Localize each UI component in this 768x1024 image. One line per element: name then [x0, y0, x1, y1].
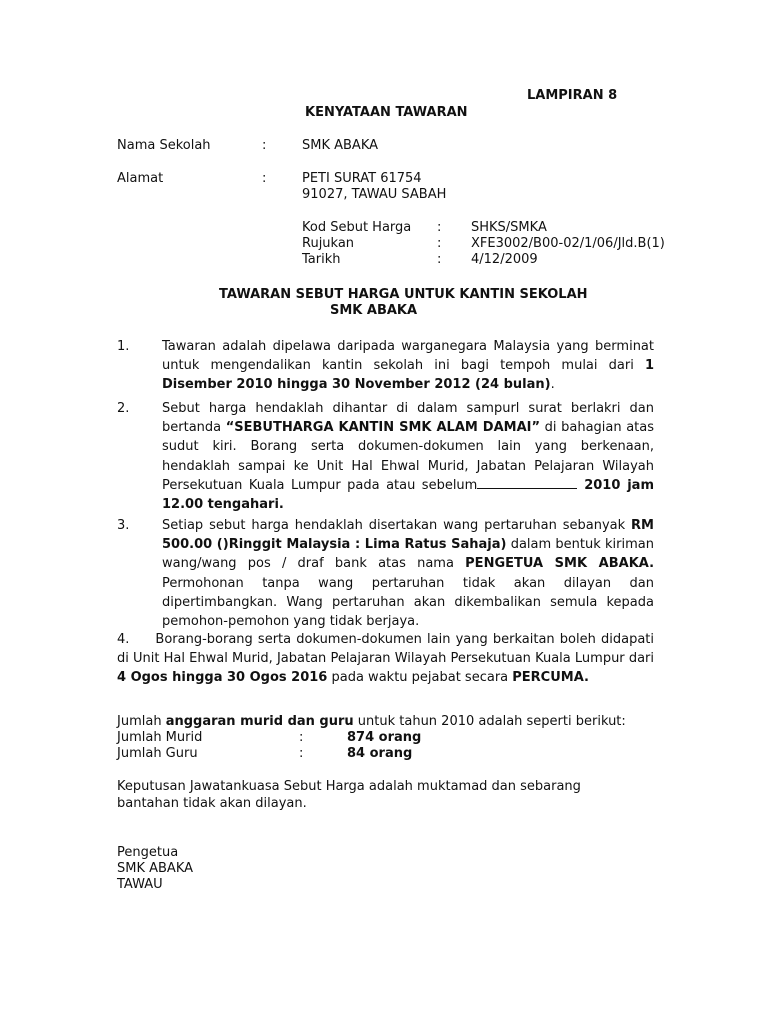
- lampiran-label: LAMPIRAN 8: [527, 88, 618, 103]
- school-name-label: Nama Sekolah: [117, 138, 211, 153]
- kod-label: Kod Sebut Harga: [302, 220, 412, 235]
- colon: :: [437, 220, 442, 235]
- guru-label: Jumlah Guru: [117, 746, 198, 761]
- closing-line-2: bantahan tidak akan dilayan.: [117, 796, 307, 811]
- counts-intro: Jumlah anggaran murid dan guru untuk tahun 2010 adalah seperti berikut:: [117, 714, 626, 729]
- item-3-text: Setiap sebut harga hendaklah disertakan wang pertaruhan sebanyak RM 500.00 ()Ringgit Malaysia : Lima Ratus Sahaja) dalam bentuk kiriman wang/wang pos / draf bank atas nama PENGETUA SMK ABAKA. Permohonan tanpa wang pertaruhan tidak akan dilayan dan dipertimbangkan. Wang pertaruhan akan dikembalikan semula kepada pemohon-pemohon yang tidak berjaya.: [162, 518, 655, 630]
- item-number: 4.: [117, 632, 130, 647]
- colon: :: [437, 236, 442, 251]
- school-name-value: SMK ABAKA: [302, 138, 379, 153]
- colon: :: [299, 730, 304, 745]
- colon: :: [437, 252, 442, 267]
- colon: :: [262, 171, 267, 186]
- item-number: 2.: [117, 401, 130, 416]
- item-number: 1.: [117, 339, 130, 354]
- signature-title: Pengetua: [117, 845, 179, 860]
- tarikh-value: 4/12/2009: [471, 252, 538, 267]
- murid-value: 874 orang: [347, 730, 422, 745]
- subject-line-2: SMK ABAKA: [330, 303, 418, 318]
- guru-value: 84 orang: [347, 746, 413, 761]
- closing-line-1: Keputusan Jawatankuasa Sebut Harga adalah muktamad dan sebarang: [117, 779, 581, 794]
- address-line-1: PETI SURAT 61754: [302, 171, 422, 186]
- colon: :: [262, 138, 267, 153]
- colon: :: [299, 746, 304, 761]
- murid-label: Jumlah Murid: [117, 730, 203, 745]
- signature-town: TAWAU: [117, 877, 163, 892]
- subject-line-1: TAWARAN SEBUT HARGA UNTUK KANTIN SEKOLAH: [219, 287, 588, 302]
- address-label: Alamat: [117, 171, 164, 186]
- rujukan-label: Rujukan: [302, 236, 355, 251]
- tarikh-label: Tarikh: [302, 252, 341, 267]
- item-2-text: Sebut harga hendaklah dihantar di dalam sampurl surat berlakri dan bertanda “SEBUTHARGA KANTIN SMK ALAM DAMAI” di bahagian atas sudut kiri. Borang serta dokumen-dokumen lain yang berkenaan, hendaklah sampai ke Unit Hal Ehwal Murid, Jabatan Pelajaran Wilayah Persekutuan Kuala Lumpur pada atau sebelum 2010 jam 12.00 tengahari.: [162, 401, 655, 513]
- document-title: KENYATAAN TAWARAN: [305, 105, 468, 120]
- address-line-2: 91027, TAWAU SABAH: [302, 187, 447, 202]
- item-number: 3.: [117, 518, 130, 533]
- kod-value: SHKS/SMKA: [471, 220, 547, 235]
- blank-date-line: [477, 477, 577, 489]
- item-1-text: Tawaran adalah dipelawa daripada warganegara Malaysia yang berminat untuk mengendalikan kantin sekolah ini bagi tempoh mulai dari 1 Disember 2010 hingga 30 November 2012 (24 bulan).: [162, 339, 654, 393]
- item-4-text: 4. Borang-borang serta dokumen-dokumen lain yang berkaitan boleh didapati di Unit Hal Ehwal Murid, Jabatan Pelajaran Wilayah Persekutuan Kuala Lumpur dari 4 Ogos hingga 30 Ogos 2016 pada waktu pejabat secara PERCUMA.: [117, 632, 654, 686]
- signature-school: SMK ABAKA: [117, 861, 194, 876]
- rujukan-value: XFE3002/B00-02/1/06/Jld.B(1): [471, 236, 665, 251]
